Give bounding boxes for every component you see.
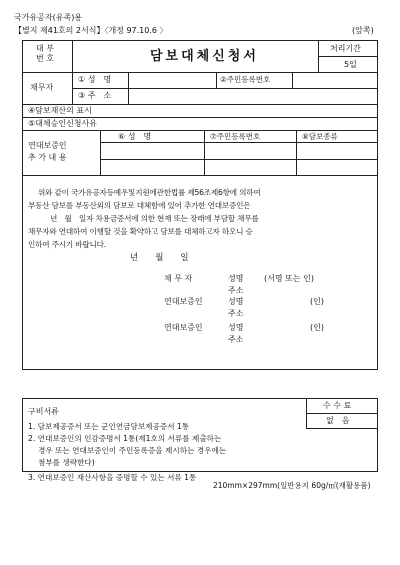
guarantor-section-label: 연대보증인 추 가 내 용 <box>28 141 67 162</box>
guarantor-name-label: ⑥ 성 명 <box>118 132 152 141</box>
reason-label: ⑤대체승인신청사유 <box>28 119 97 128</box>
paper-specification: 210mm×297mm(일반용지 60g/㎡(재활용품) <box>213 481 371 490</box>
required-documents-heading: 구비서류 <box>28 407 59 416</box>
document-item-2-cont-2: 첨부를 생략한다) <box>28 458 95 467</box>
signer-mark-debtor: (서명 또는 인) <box>264 274 314 283</box>
collateral-label: ④담보재산의 표시 <box>28 106 92 115</box>
form-category-label: 국가유공자(유족)용 <box>14 13 83 22</box>
signer-mark-guarantor-1: (인) <box>310 297 324 306</box>
guarantor-rrn-label: ⑦주민등록번호 <box>210 132 261 141</box>
debtor-address-field[interactable] <box>130 90 376 102</box>
form-reference: 【별지 제41호의 2서식】〈개정 97.10.6 〉 <box>14 26 168 35</box>
signer-address-label-debtor: 주소 <box>228 286 244 295</box>
signer-name-label-guarantor-2: 성명 <box>228 323 244 332</box>
debtor-name-label: ① 성 명 <box>78 75 112 84</box>
signer-mark-guarantor-2: (인) <box>310 323 324 332</box>
debtor-name-field[interactable] <box>130 74 214 86</box>
reception-number-label: 대 부 번 호 <box>36 44 54 63</box>
statement-line-3: 년 월 일자 차용금증서에 의한 현재 또는 장래에 부담할 채무를 <box>50 214 259 223</box>
fee-value: 없 음 <box>326 416 350 425</box>
guarantor-collateral-label: ⑧담보종류 <box>302 132 338 141</box>
debtor-label: 채무자 <box>30 83 54 92</box>
debtor-rrn-label: ②주민등록번호 <box>220 75 271 84</box>
processing-period-label: 처리기간 <box>330 44 361 53</box>
signer-role-guarantor-1: 연대보증인 <box>164 297 203 306</box>
statement-line-1: 위와 같이 국가유공자등예우및지원에관한법률 제56조제6항에 의하여 <box>38 188 261 197</box>
debtor-address-label: ③ 주 소 <box>78 91 112 100</box>
signer-name-label-debtor: 성명 <box>228 274 244 283</box>
signer-role-guarantor-2: 연대보증인 <box>164 323 203 332</box>
signer-role-debtor: 채 무 자 <box>164 274 193 283</box>
signer-address-label-guarantor-1: 주소 <box>228 309 244 318</box>
form-title: 담보대체신청서 <box>150 49 259 64</box>
document-item-1: 1. 담보제공증서 또는 군인연금담보제공증서 1통 <box>28 422 190 431</box>
document-item-3: 3. 연대보증인 재산사항을 증명할 수 있는 서류 1통 <box>28 473 197 482</box>
signer-name-label-guarantor-1: 성명 <box>228 297 244 306</box>
document-item-2-cont: 경우 또는 연대보증인이 주민등록증을 제시하는 경우에는 <box>28 446 227 455</box>
signer-address-label-guarantor-2: 주소 <box>228 335 244 344</box>
application-date: 년 월 일 <box>130 253 189 263</box>
fee-label: 수 수 료 <box>323 401 352 410</box>
statement-line-4: 채무자와 연대하여 이행할 것을 확약하고 담보를 대체하고자 하오니 승 <box>28 227 253 236</box>
processing-period-value: 5일 <box>344 60 357 69</box>
statement-line-2: 부동산 담보를 부동산외의 담보로 대체함에 있어 추가한 연대보증인은 <box>28 201 251 210</box>
debtor-rrn-field[interactable] <box>294 74 376 86</box>
document-item-2: 2. 연대보증인의 인감증명서 1통(제1호의 서류를 제출하는 <box>28 434 222 443</box>
statement-line-5: 인하여 주시기 바랍니다. <box>28 240 106 249</box>
page-side-note: (앞쪽) <box>352 26 374 35</box>
